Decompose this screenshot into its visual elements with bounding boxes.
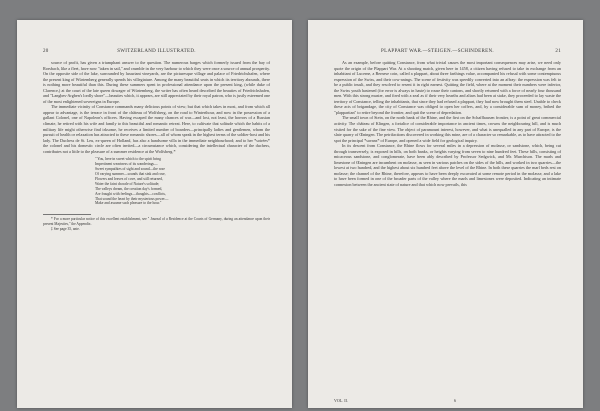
poem-line: The valleys dream, the creation day's formed, [95,186,163,191]
gathering-mark: 6 [454,398,456,403]
right-page-number: 21 [555,49,561,54]
right-paragraph: In its descent from Constance, the Rhine flows for several miles in a depression of molasse, or sandstone, which, being cut through transversely, is exposed in hills, on both banks, or heights varying from seven to nine hundred feet. These hills, consisting of micaceous sandstone, and conglomerate, have been ably described by Professor Sedgwick, and Mr. Murchison. The marls and limestone of Œningen are incumbent on molasse, as seen in various patches on the sides of the hills, and worked in two quarries—the lowest at two hundred, and the highest about six hundred feet above the level of the Rhine. In both these quarries the marl beds rest on molasse; the channel of the Rhine, therefore, appears to have been deeply excavated at some remote period in the molasse, and a lake to have been formed in one of the broader parts of the valley where the marls and limestones were deposited. Indicating an intimate connexion between the ancient state of nature and that which now prevails, this [334,143,561,188]
footnote: ‡ See page 35, ante. [51,226,80,231]
left-paragraph: source of profit, has given a triumphant answer to the question. The numerous barges which formerly issued from the bay of Rorsbach, like a fleet, have now "taken in sail," and crumble in the very harbour to which they were once a source of annual prosperity. On the opposite side of the lake, surrounded by luxuriant vineyards, are the picturesque village and palace of Friedrichshafen, where the present king of Würtemberg generally spends his villegiature. Among the many beautiful seats in which its territory abounds, there is nothing more beautiful than this. During these summers spent in professional attendance upon the present king, (while duke of Clarence,) at the court of the late queen dowager of Würtemberg, the writer has often heard described the beauties of Friedrichshafen, and "Langbes-Argben's lordly shore"—beauties which, it appears, are still appreciated by their royal patron, who is justly esteemed one of the most enlightened sovereigns in Europe. [43,60,271,104]
left-body-text [43,60,270,231]
poem-line: Sweet sympathies of sight and sound—the rose [95,167,165,172]
footnote-rule [43,214,91,215]
poem-line: That sound the heart by their mysterious power— [95,196,169,201]
poem-line: Are fraught with feelings—thoughts—conflicts, [95,191,166,196]
poem-line: Make and assume such pleasure to the hour." [95,201,162,206]
right-running-head: PLAPPART WAR.—STEIGEN.—SCHINDEREN. [381,49,494,54]
poem-line: Water the faint chorale of Nature's solitude; [95,181,160,186]
right-paragraph: As an example, before quitting Constance, from what trivial causes the most important consequences may arise, we need only quote the origin of the Plappart War. At a shooting match, given here in 1458, a citizen having refused to take in exchange from an inhabitant of Lucerne, a Bernese coin, called a plappart, about three farthings value, accompanied his refusal with some contemptuous expression of the Swiss, and their cow-anings. The scene of festivity was speedily converted into an affray: the expression was felt to be a public insult, and they resolved to resent it in right earnest. Quitting the field, where at the moment their numbers were inferior, the Swiss youth hastened (for error is always in haste) to rouse their cantons, and shortly returned with a force of nearly four thousand men. With this strong muster, and fired with a zeal as if their very hearths and altars had been at stake, they proceeded to lay waste the territory of Constance, telling the inhabitants, that since they had refused a plappart, they had now brought them steel. Unable to check these acts of brigandage, the city of Constance was obliged to open her coffers, and, by a considerable sum of money, bribed the "plappartian" to retire beyond the frontier, and quit the scene of depredation. [334,60,561,115]
left-running-head: SWITZERLAND ILLUSTRATED. [117,49,196,54]
right-page [308,20,583,408]
left-paragraph: The immediate vicinity of Constance commands many delicious points of view; but that which takes in most, and from which all appear to advantage, is the terrace in front of the château of Wolfsberg, on the road to Winterthour, and now in the possession of a gallant Colonel, one of Napoleon's officers. Having escaped the many chances of war—and lost, not least, the horrors of a Russian climate, he retired with his wife and family to this beautiful and romantic retreat. Here, to cultivate that solitude which the habits of a military life might otherwise find irksome, he receives a limited number of boarders—principally ladies and gentlemen, whom the pursuit of health or relaxation has attracted to these romantic shores—all of whom speak in the highest terms of the soldier-host and his lady. The Duchess de St. Leu, ex-queen of Holland, has also a handsome villa in the immediate neighbourhood; and to her *soirées* the colonel and his domestic circle are often invited—a circumstance which, considering the intellectual character of the duchess, contributes not a little to the pleasure of a summer residence at the Wolfsberg.* [43,104,270,154]
right-running-header [334,48,561,56]
right-paragraph: The small town of Stein, on the north bank of the Rhine, and the first on the Schaffhausen frontier, is a point of great commercial activity. The château of Klingen, a fortalice of considerable importance in ancient times, crowns the neighbouring hill, and is much visited for the sake of the fine view. The object of paramount interest, however, and what is unequalled in any part of Europe, is the slate quarry of Œningen. The petrifactions discovered in working this mine, are of a character so remarkable, as to have attracted to the spot the principal *savans* of Europe, and opened a wide field for geological inquiry. [334,115,561,143]
poem-line: Of varying summer—sounds that sink and rose, [95,172,166,177]
volume-signature: VOL. II. [334,398,348,403]
left-page [17,20,292,408]
poem-line: Flowers and leaves of cove, and still returned, [95,176,163,181]
footnote: * For a more particular notice of this excellent establishment, see " Journal of a Residence at the Courts of Germany, during an attendance upon their present Majesties," the Appendix. [43,217,270,226]
right-body-text [334,60,561,188]
left-running-header [43,48,270,56]
poem-line: " You, here in sweet which to the spirit bring [95,157,161,162]
left-page-number: 20 [43,49,49,54]
poem-block [95,157,270,206]
poem-line: Impertinent weariness of its wanderings— [95,162,158,167]
